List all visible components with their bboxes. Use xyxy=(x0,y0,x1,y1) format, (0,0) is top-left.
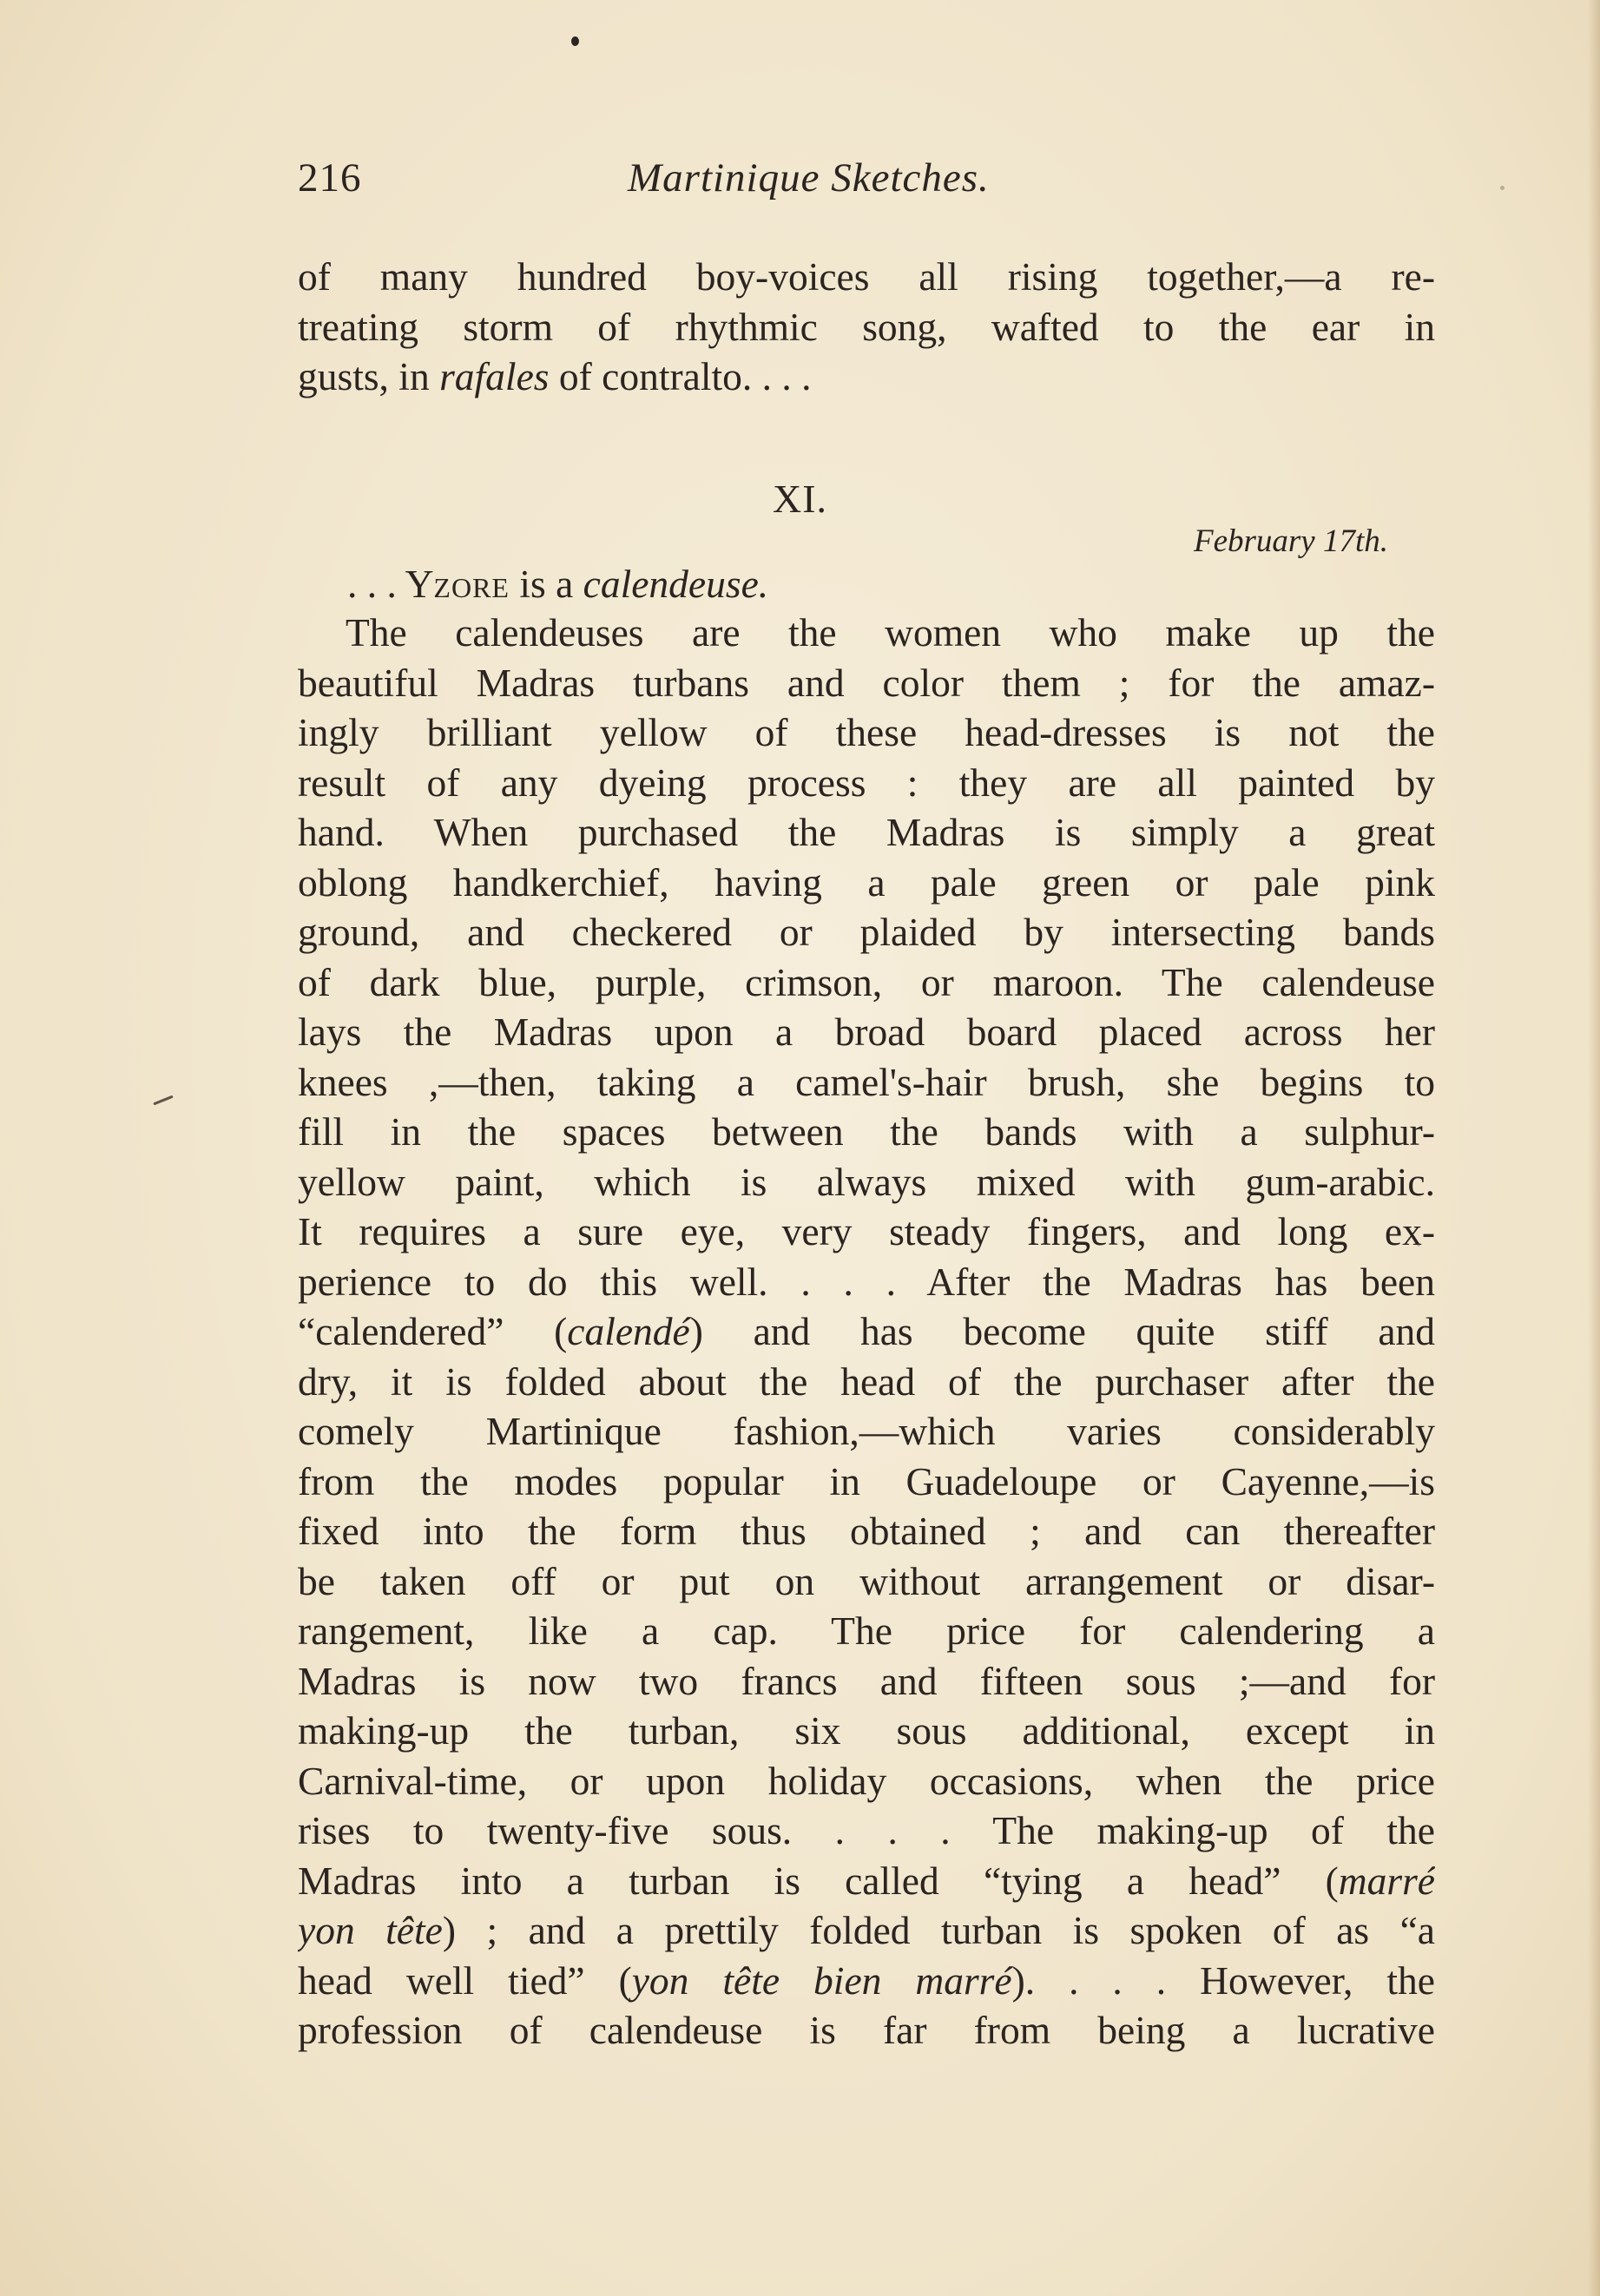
running-header xyxy=(298,155,1435,215)
text-line: hand. When purchased the Madras is simply a great xyxy=(298,810,1435,854)
text-line: fill in the spaces between the bands with a sulphur- xyxy=(298,1109,1435,1154)
text-line: of dark blue, purple, crimson, or maroon. The calendeuse xyxy=(298,959,1435,1004)
text-line: knees ,—then, taking a camel's-hair brush, she begins to xyxy=(298,1059,1435,1104)
text-line: rises to twenty-five sous. . . . The making-up of the xyxy=(298,1808,1435,1852)
text-line: beautiful Madras turbans and color them ; for the amaz- xyxy=(298,660,1435,705)
text-line: comely Martinique fashion,—which varies considerably xyxy=(298,1409,1435,1453)
margin-pen-mark xyxy=(153,1095,173,1106)
text-line: “calendered” (calendé) and has become quite stiff and xyxy=(298,1309,1435,1353)
text-line: profession of calendeuse is far from being a lucrative xyxy=(298,2008,1435,2052)
text-line: yon tête) ; and a prettily folded turban is spoken of as “a xyxy=(298,1908,1435,1952)
text-line: lays the Madras upon a broad board placed across her xyxy=(298,1010,1435,1054)
text-line: treating storm of rhythmic song, wafted to the ear in xyxy=(298,304,1435,349)
text-line: ingly brilliant yellow of these head-dresses is not the xyxy=(298,710,1435,754)
text-line: gusts, in rafales of contralto. . . . xyxy=(298,354,812,398)
section-number: XI. xyxy=(772,477,828,521)
text-line: The calendeuses are the women who make up the xyxy=(346,610,1435,655)
text-line: yellow paint, which is always mixed with gum-arabic. xyxy=(298,1159,1435,1204)
paper-speck xyxy=(1500,186,1505,190)
text-line: from the modes popular in Guadeloupe or Cayenne,—is xyxy=(298,1458,1435,1503)
text-line: Madras into a turban is called “tying a head” (marré xyxy=(298,1858,1435,1903)
text-line: ground, and checkered or plaided by intersecting bands xyxy=(298,910,1435,954)
text-line: perience to do this well. . . . After the Madras has been xyxy=(298,1259,1435,1304)
text-line: head well tied” (yon tête bien marré). . . . However, the xyxy=(298,1957,1435,2003)
text-line: result of any dyeing process : they are all painted by xyxy=(298,760,1435,805)
page-number: 216 xyxy=(298,155,362,201)
ink-spot xyxy=(571,36,579,46)
main-paragraph xyxy=(298,608,1435,2056)
continuation-paragraph xyxy=(298,252,1435,402)
text-line: Carnival-time, or upon holiday occasions, when the price xyxy=(298,1758,1435,1803)
text-line: be taken off or put on without arrangement or disar- xyxy=(298,1558,1435,1603)
text-line: of many hundred boy-voices all rising together,—a re- xyxy=(298,254,1435,299)
text-line: making-up the turban, six sous additional, except in xyxy=(298,1708,1435,1753)
text-line: It requires a sure eye, very steady fingers, and long ex- xyxy=(298,1209,1435,1253)
dateline: February 17th. xyxy=(1193,523,1388,559)
running-title: Martinique Sketches. xyxy=(628,155,990,201)
text-line: dry, it is folded about the head of the purchaser after the xyxy=(298,1359,1435,1404)
text-line: Madras is now two francs and fifteen sous ;—and for xyxy=(298,1658,1435,1703)
text-line: oblong handkerchief, having a pale green or pale pink xyxy=(298,859,1435,905)
section-opening-line: . . . Yzore is a calendeuse. xyxy=(347,562,769,606)
page-edge-shadow xyxy=(1588,0,1600,2296)
text-line: rangement, like a cap. The price for calendering a xyxy=(298,1609,1435,1653)
text-line: fixed into the form thus obtained ; and can thereafter xyxy=(298,1509,1435,1553)
